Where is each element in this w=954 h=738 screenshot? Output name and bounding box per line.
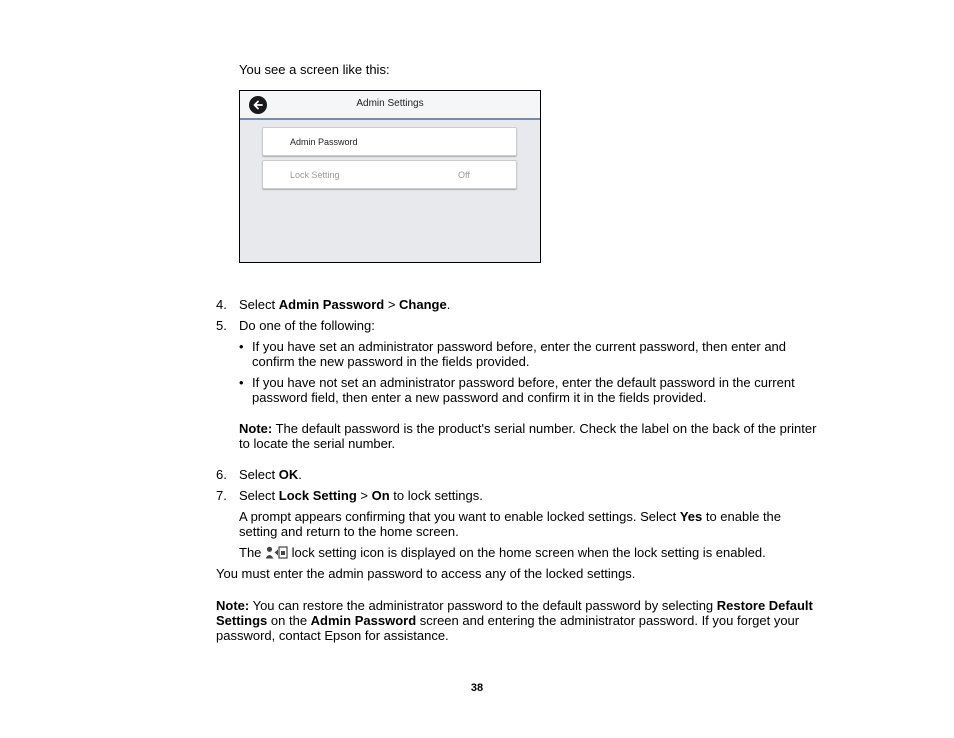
screen-title: Admin Settings	[356, 98, 424, 109]
text: Select	[239, 488, 279, 503]
bold-text: Change	[399, 297, 447, 312]
lock-setting-icon	[265, 546, 288, 562]
intro-text: You see a screen like this:	[239, 62, 390, 77]
text: to enable the	[702, 509, 782, 524]
admin-settings-screen	[239, 90, 541, 263]
bold-text: Lock Setting	[278, 488, 357, 503]
text: password field, then enter a new password and confirm it in the fields provided.	[252, 390, 707, 405]
prompt-text	[239, 509, 781, 539]
text: A prompt appears confirming that you want to enable locked settings. Select	[239, 509, 680, 524]
note-label: Note:	[216, 598, 250, 613]
page-number: 38	[470, 682, 484, 694]
text: screen and entering the administrator password. If you forget your	[416, 613, 800, 628]
text: Select	[239, 467, 279, 482]
text: Select	[239, 297, 279, 312]
text: The	[239, 545, 266, 560]
note-restore-default	[216, 598, 813, 643]
bold-text: Admin Password	[310, 613, 417, 628]
bold-text: Settings	[216, 613, 268, 628]
step-number: 6.	[216, 467, 227, 482]
text: .	[298, 467, 302, 482]
admin-password-item[interactable]	[262, 127, 517, 156]
text: .	[446, 297, 451, 312]
screen-header	[240, 91, 540, 120]
step-6-text	[239, 467, 302, 482]
bold-text: OK	[278, 467, 299, 482]
lock-icon-text	[239, 545, 766, 562]
text: >	[384, 297, 400, 312]
step-4-text	[239, 297, 450, 312]
step-number: 5.	[216, 318, 227, 333]
note-label: Note:	[239, 421, 273, 436]
text: setting and return to the home screen.	[239, 524, 459, 539]
bold-text: Admin Password	[278, 297, 385, 312]
text: lock setting icon is displayed on the home screen when the lock setting is enabled.	[288, 545, 766, 560]
step-5-text: Do one of the following:	[239, 318, 375, 333]
text: If you have not set an administrator password before, enter the default password in the current	[252, 375, 795, 390]
bullet-mark: •	[239, 375, 244, 390]
bold-text: Restore Default	[716, 598, 813, 613]
bold-text: On	[371, 488, 390, 503]
lock-setting-value: Off	[458, 170, 470, 180]
text: password, contact Epson for assistance.	[216, 628, 449, 643]
lock-setting-item[interactable]	[262, 160, 517, 189]
step-number: 4.	[216, 297, 227, 312]
text: on the	[267, 613, 311, 628]
text: If you have set an administrator password before, enter the current password, then enter and	[252, 339, 787, 354]
bullet-mark: •	[239, 339, 244, 354]
step-7-text	[239, 488, 483, 503]
admin-password-info: You must enter the admin password to access any of the locked settings.	[216, 566, 636, 581]
text: The default password is the product's serial number. Check the label on the back of the printer	[272, 421, 817, 436]
text: to locate the serial number.	[239, 436, 396, 451]
bullet-text	[252, 339, 786, 369]
text: confirm the new password in the fields provided.	[252, 354, 530, 369]
text: to lock settings.	[389, 488, 483, 503]
step-number: 7.	[216, 488, 227, 503]
text: You can restore the administrator password to the default password by selecting	[249, 598, 717, 613]
bullet-text	[252, 375, 795, 405]
note-serial-number	[239, 421, 816, 451]
text: >	[356, 488, 372, 503]
menu-item-label: Lock Setting	[290, 170, 340, 180]
bold-text: Yes	[679, 509, 703, 524]
menu-item-label: Admin Password	[290, 137, 358, 147]
